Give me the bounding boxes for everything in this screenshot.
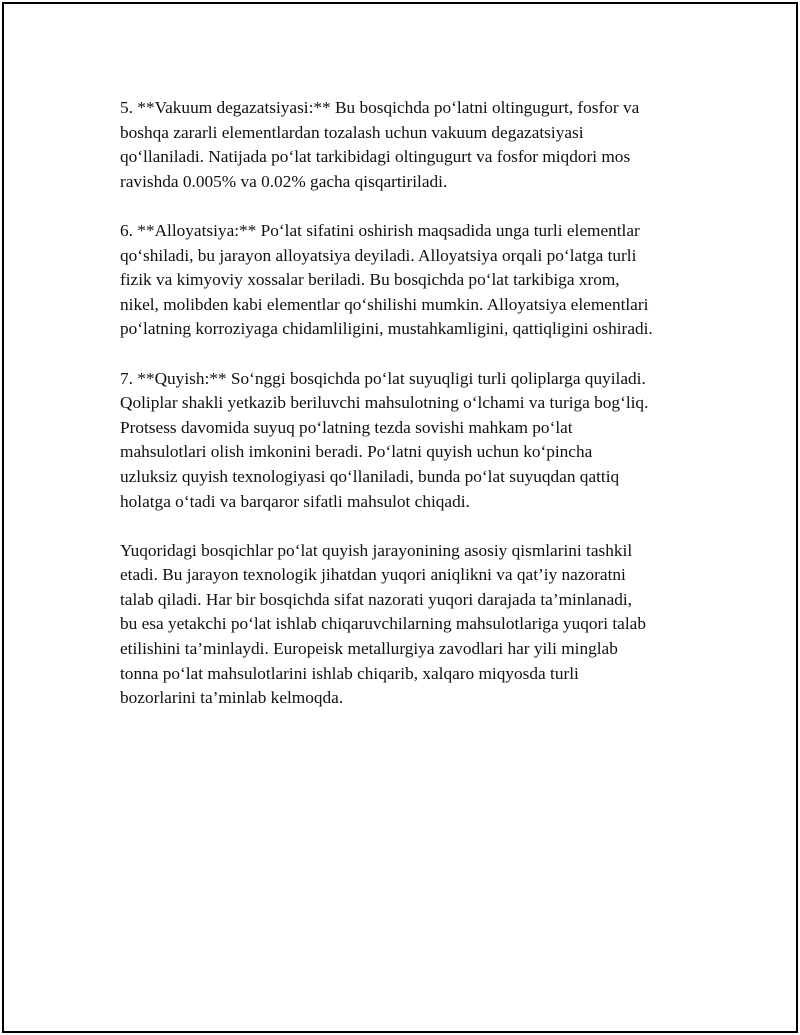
text-line: 6. **Alloyatsiya:** Po‘lat sifatini oshirish maqsadida unga turli elementlar — [120, 220, 640, 240]
text-line: qo‘shiladi, bu jarayon alloyatsiya deyiladi. Alloyatsiya orqali po‘latga turli — [120, 245, 637, 265]
text-line: 7. **Quyish:** So‘nggi bosqichda po‘lat suyuqligi turli qoliplarga quyiladi. — [120, 368, 646, 388]
text-line: etadi. Bu jarayon texnologik jihatdan yuqori aniqlikni va qat’iy nazoratni — [120, 565, 626, 585]
document-body — [120, 96, 700, 711]
text-line: nikel, molibden kabi elementlar qo‘shilishi mumkin. Alloyatsiya elementlari — [120, 294, 649, 314]
text-line: fizik va kimyoviy xossalar beriladi. Bu bosqichda po‘lat tarkibiga xrom, — [120, 270, 620, 290]
text-line: holatga o‘tadi va barqaror sifatli mahsulot chiqadi. — [120, 491, 470, 511]
text-line: Qoliplar shakli yetkazib beriluvchi mahsulotning o‘lchami va turiga bog‘liq. — [120, 393, 649, 413]
paragraph-conclusion — [120, 539, 700, 711]
text-line: boshqa zararli elementlardan tozalash uchun vakuum degazatsiyasi — [120, 122, 584, 142]
text-line: uzluksiz quyish texnologiyasi qo‘llaniladi, bunda po‘lat suyuqdan qattiq — [120, 466, 620, 486]
text-line: bu esa yetakchi po‘lat ishlab chiqaruvchilarning mahsulotlariga yuqori talab — [120, 614, 646, 634]
text-line: Yuqoridagi bosqichlar po‘lat quyish jarayonining asosiy qismlarini tashkil — [120, 540, 633, 560]
text-line: Protsess davomida suyuq po‘latning tezda sovishi mahkam po‘lat — [120, 417, 573, 437]
text-line: bozorlarini ta’minlab kelmoqda. — [120, 688, 344, 708]
text-line: talab qiladi. Har bir bosqichda sifat nazorati yuqori darajada ta’minlanadi, — [120, 589, 633, 609]
paragraph-alloyatsiya — [120, 219, 700, 342]
document-page — [2, 2, 798, 1033]
text-line: etilishini ta’minlaydi. Europeisk metallurgiya zavodlari har yili minglab — [120, 639, 618, 659]
text-line: ravishda 0.005% va 0.02% gacha qisqartiriladi. — [120, 171, 448, 191]
paragraph-vakuum-degazatsiyasi — [120, 96, 700, 194]
text-line: 5. **Vakuum degazatsiyasi:** Bu bosqichda po‘latni oltingugurt, fosfor va — [120, 98, 640, 117]
paragraph-quyish — [120, 367, 700, 515]
text-line: tonna po‘lat mahsulotlarini ishlab chiqarib, xalqaro miqyosda turli — [120, 663, 579, 683]
text-line: qo‘llaniladi. Natijada po‘lat tarkibidagi oltingugurt va fosfor miqdori mos — [120, 147, 631, 167]
text-line: mahsulotlari olish imkonini beradi. Po‘latni quyish uchun ko‘pincha — [120, 442, 593, 462]
text-line: po‘latning korroziyaga chidamliligini, mustahkamligini, qattiqligini oshiradi. — [120, 319, 653, 339]
